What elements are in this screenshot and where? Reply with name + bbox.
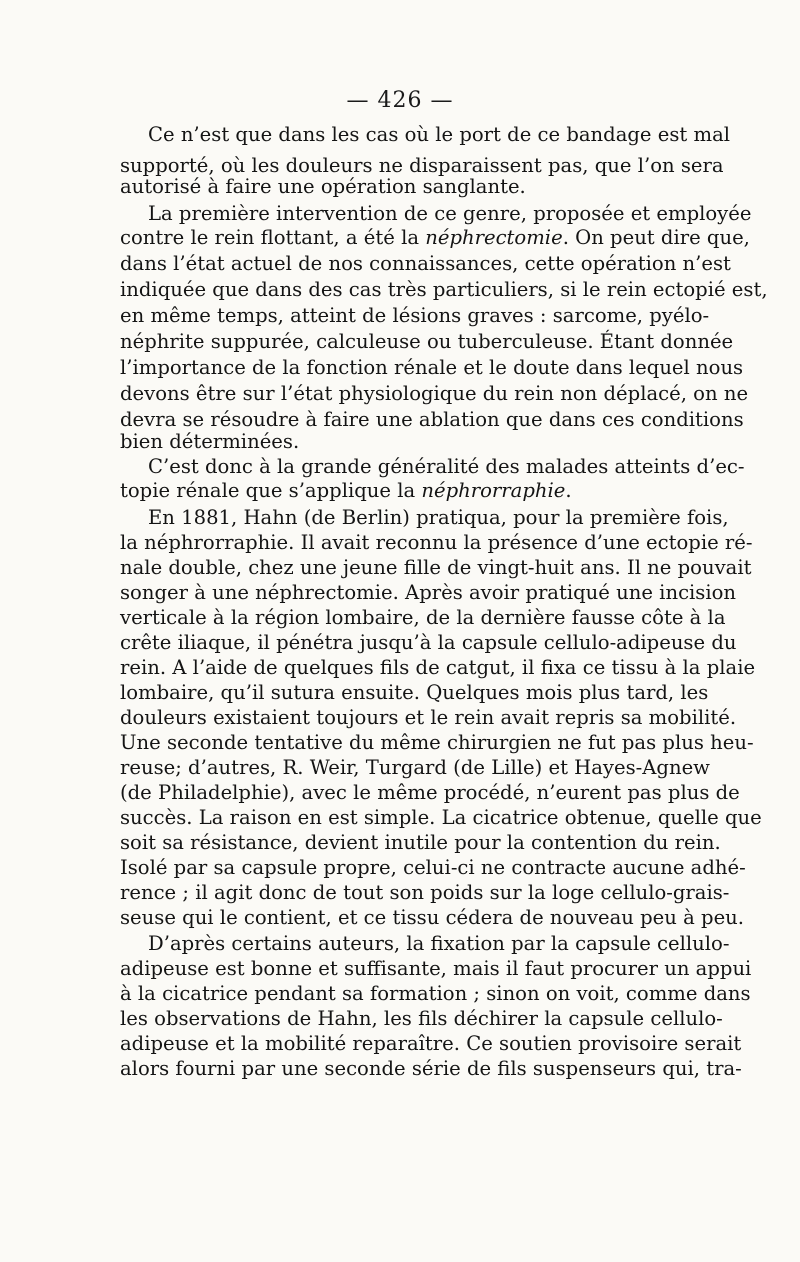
text-line: rence ; il agit donc de tout son poids sur la loge cellulo-grais-: [120, 881, 730, 904]
text-line: Ce n’est que dans les cas où le port de ce bandage est mal: [148, 123, 731, 146]
text-line: lombaire, qu’il sutura ensuite. Quelques mois plus tard, les: [120, 681, 709, 704]
text-line: verticale à la région lombaire, de la dernière fausse côte à la: [120, 606, 726, 629]
text-line: rein. A l’aide de quelques fils de catgut, il fixa ce tissu à la plaie: [120, 656, 756, 679]
text-line: songer à une néphrectomie. Après avoir pratiqué une incision: [120, 581, 737, 604]
text-line: adipeuse et la mobilité reparaître. Ce soutien provisoire serait: [120, 1032, 742, 1055]
text-line: dans l’état actuel de nos connaissances, cette opération n’est: [120, 252, 731, 275]
text-line: [120, 476, 572, 506]
text-line: nale double, chez une jeune fille de vingt-huit ans. Il ne pouvait: [120, 556, 752, 579]
text-line: les observations de Hahn, les fils déchirer la capsule cellulo-: [120, 1007, 723, 1030]
text-line: bien déterminées.: [120, 430, 300, 453]
text-line: soit sa résistance, devient inutile pour la contention du rein.: [120, 831, 721, 854]
text-line: en même temps, atteint de lésions graves : sarcome, pyélo-: [120, 304, 710, 327]
text-line: néphrite suppurée, calculeuse ou tuberculeuse. Étant donnée: [120, 330, 734, 353]
text-line: reuse; d’autres, R. Weir, Turgard (de Lille) et Hayes-Agnew: [120, 756, 710, 779]
text-run: . On peut dire que,: [562, 226, 750, 249]
text-line: En 1881, Hahn (de Berlin) pratiqua, pour la première fois,: [148, 506, 729, 529]
text-line: (de Philadelphie), avec le même procédé, n’eurent pas plus de: [120, 781, 740, 804]
text-line: C’est donc à la grande généralité des malades atteints d’ec-: [148, 455, 745, 478]
text-line: D’après certains auteurs, la fixation par la capsule cellulo-: [148, 932, 730, 955]
text-line: Isolé par sa capsule propre, celui-ci ne contracte aucune adhé-: [120, 856, 746, 879]
text-line: l’importance de la fonction rénale et le doute dans lequel nous: [120, 356, 744, 379]
text-line: autorisé à faire une opération sanglante.: [120, 175, 526, 198]
italic-term: néphrorraphie: [421, 479, 566, 502]
text-run: La première intervention de ce genre, proposée et employée: [148, 202, 752, 225]
text-line: crête iliaque, il pénétra jusqu’à la capsule cellulo-adipeuse du: [120, 631, 737, 654]
text-run: topie rénale que s’applique la: [120, 479, 422, 502]
page-number: — 426 —: [346, 88, 454, 113]
text-line: devra se résoudre à faire une ablation que dans ces conditions: [120, 408, 744, 431]
text-run: contre le rein flottant, a été la: [120, 226, 426, 249]
text-line: alors fourni par une seconde série de fils suspenseurs qui, tra-: [120, 1057, 742, 1080]
text-line: indiquée que dans des cas très particuliers, si le rein ectopié est,: [120, 278, 768, 301]
text-line: Une seconde tentative du même chirurgien ne fut pas plus heu-: [120, 731, 754, 754]
text-line: devons être sur l’état physiologique du rein non déplacé, on ne: [120, 382, 749, 405]
text-line: supporté, où les douleurs ne disparaissent pas, que l’on sera: [120, 154, 724, 177]
text-line: douleurs existaient toujours et le rein avait repris sa mobilité.: [120, 706, 737, 729]
text-run: .: [565, 479, 572, 502]
text-line: seuse qui le contient, et ce tissu cédera de nouveau peu à peu.: [120, 906, 745, 929]
text-line: adipeuse est bonne et suffisante, mais il faut procurer un appui: [120, 957, 752, 980]
italic-term: néphrectomie: [425, 226, 563, 249]
text-line: la néphrorraphie. Il avait reconnu la présence d’une ectopie ré-: [120, 531, 753, 554]
text-line: à la cicatrice pendant sa formation ; sinon on voit, comme dans: [120, 982, 751, 1005]
text-line: succès. La raison en est simple. La cicatrice obtenue, quelle que: [120, 806, 762, 829]
